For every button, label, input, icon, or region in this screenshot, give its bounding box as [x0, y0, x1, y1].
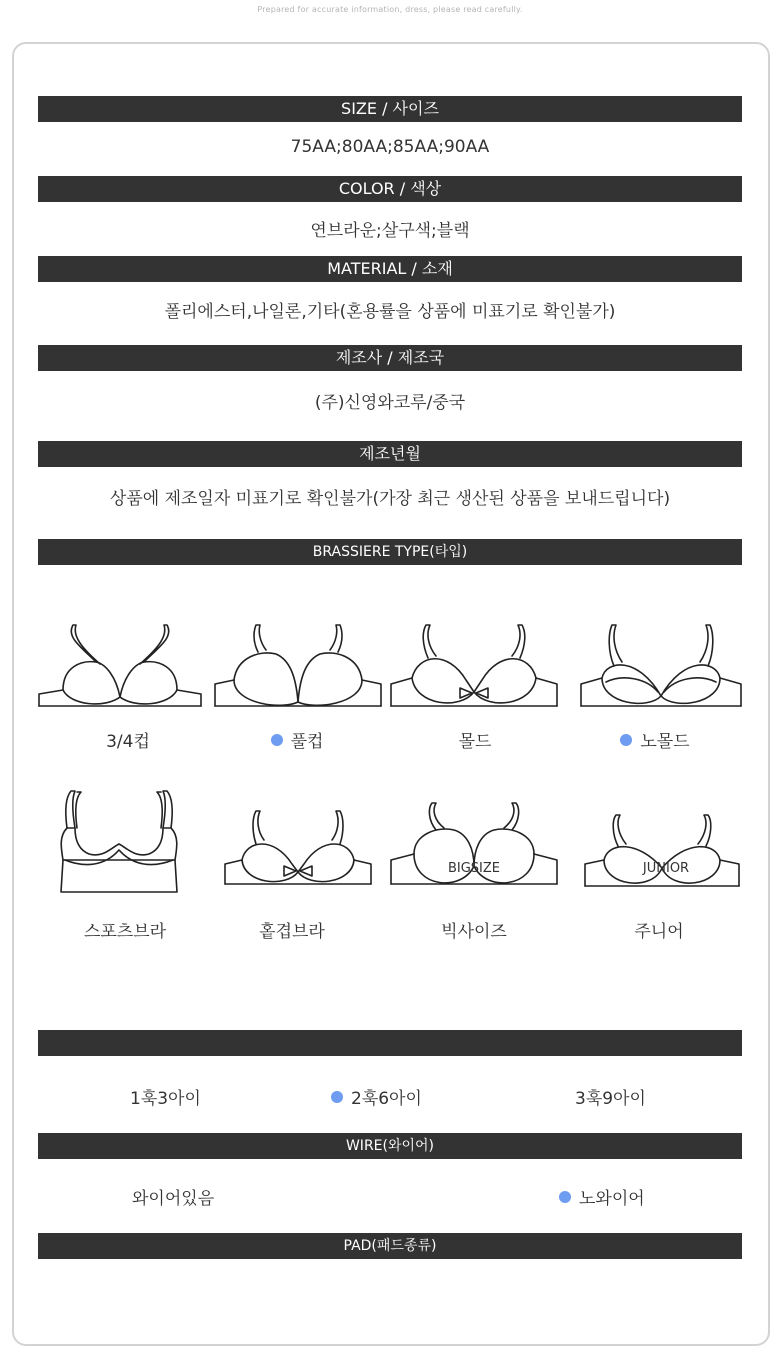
color-header: COLOR / 색상	[38, 176, 742, 202]
selected-dot	[331, 1091, 343, 1103]
type-label-big-size: 빅사이즈	[441, 922, 507, 942]
hook-header	[38, 1030, 742, 1056]
full-cup-icon	[212, 622, 384, 712]
three-quarter-cup-icon	[36, 622, 204, 712]
hook-option-1: 1훅3아이	[130, 1089, 201, 1109]
maker-value: (주)신영와코루/중국	[314, 393, 466, 413]
molded-cup-icon	[388, 622, 560, 712]
big-size-bra-icon	[388, 800, 560, 890]
material-header: MATERIAL / 소재	[38, 256, 742, 282]
selected-dot	[271, 734, 283, 746]
maker-header: 제조사 / 제조국	[38, 345, 742, 371]
material-value: 폴리에스터,나일론,기타(혼용률을 상품에 미표기로 확인불가)	[164, 302, 616, 322]
pad-header: PAD(패드종류)	[38, 1233, 742, 1259]
type-label-3-4-cup: 3/4컵	[106, 732, 150, 752]
type-label-single-layer: 홑겹브라	[259, 922, 325, 942]
size-header: SIZE / 사이즈	[38, 96, 742, 122]
type-label-no-mold: 노몰드	[580, 727, 730, 752]
wire-option-no: 노와이어	[559, 1184, 645, 1209]
junior-text: JUNIOR	[642, 861, 690, 876]
date-header: 제조년월	[38, 441, 742, 467]
date-value: 상품에 제조일자 미표기로 확인불가(가장 최근 생산된 상품을 보내드립니다)	[109, 489, 671, 509]
type-label-mold: 몰드	[458, 732, 492, 752]
sports-bra-icon	[55, 788, 183, 896]
no-mold-cup-icon	[578, 622, 744, 712]
color-value: 연브라운;살구색;블랙	[310, 221, 470, 241]
wire-header: WIRE(와이어)	[38, 1133, 742, 1159]
junior-bra-icon	[582, 812, 742, 892]
type-label-sports-bra: 스포츠브라	[83, 922, 167, 942]
wire-option-yes: 와이어있음	[132, 1189, 215, 1209]
bigsize-text: BIGSIZE	[447, 861, 501, 876]
selected-dot	[559, 1191, 571, 1203]
type-label-junior: 주니어	[634, 922, 684, 942]
hook-option-3: 3훅9아이	[575, 1089, 646, 1109]
type-label-full-cup: 풀컵	[222, 727, 372, 752]
size-value: 75AA;80AA;85AA;90AA	[290, 137, 490, 157]
type-header: BRASSIERE TYPE(타입)	[38, 539, 742, 565]
selected-dot	[620, 734, 632, 746]
disclaimer-note: Prepared for accurate information, dress, please read carefully.	[257, 5, 523, 14]
single-layer-bra-icon	[222, 808, 374, 890]
hook-option-2: 2훅6아이	[331, 1084, 422, 1109]
